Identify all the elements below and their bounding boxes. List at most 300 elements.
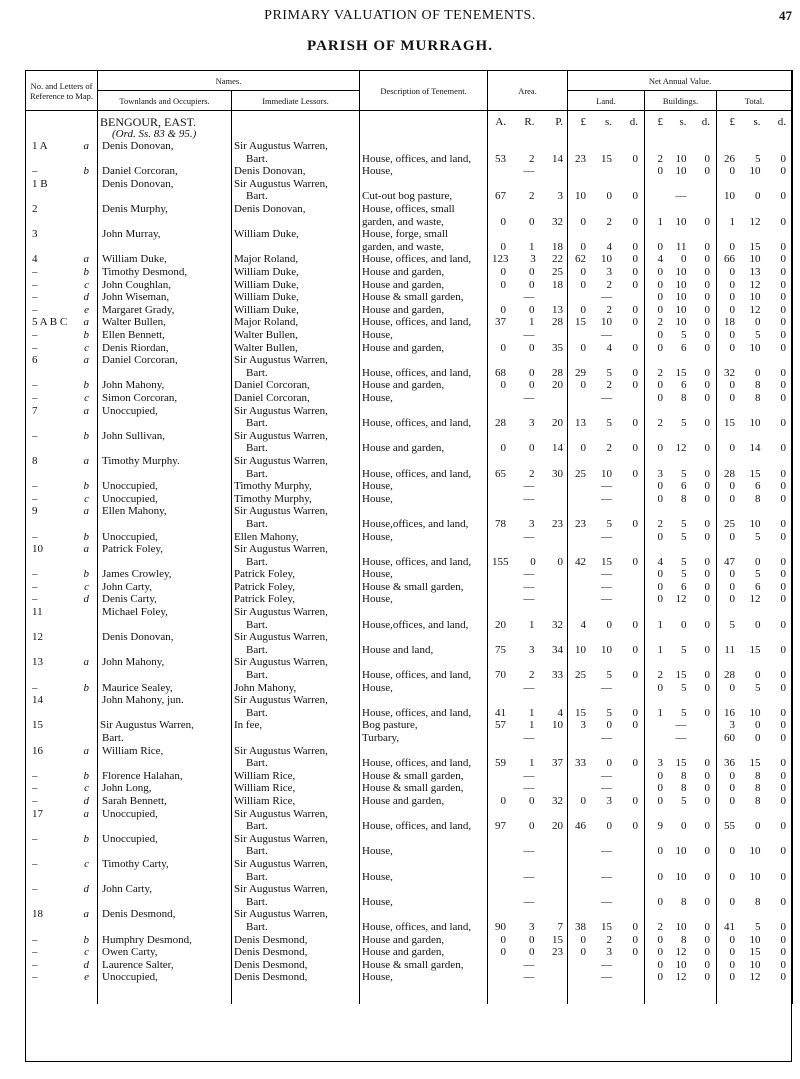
lessor-cell: Bart. (232, 367, 360, 380)
description-cell: House, (360, 896, 488, 909)
buildings-value-part: 5 (681, 517, 687, 530)
map-letter: b (83, 530, 89, 543)
unit-perches: P. (555, 116, 564, 128)
lessor-cell: Sir Augustus Warren, (232, 140, 360, 153)
total-value-part: 0 (729, 165, 736, 178)
total-value-part: 12 (749, 971, 761, 984)
buildings-value-part: 1 (657, 215, 664, 228)
buildings-value-part: 0 (657, 278, 664, 291)
land-value-part: 0 (632, 467, 639, 480)
area-p: 23 (552, 517, 564, 530)
parish-title: PARISH OF MURRAGH. (307, 38, 493, 54)
buildings-value-part: 0 (704, 253, 711, 266)
total-value-part: 0 (780, 820, 787, 833)
area-p: 30 (552, 467, 564, 480)
area-p: 35 (552, 341, 564, 354)
buildings-value-part: 0 (704, 643, 711, 656)
area-a: 28 (495, 417, 507, 430)
buildings-value-part: 0 (704, 769, 711, 782)
buildings-value-part: 0 (704, 958, 711, 971)
occupier-cell: Denis Desmond, (98, 908, 232, 921)
land-value-part: 0 (580, 240, 587, 253)
area-a: 41 (495, 706, 507, 719)
land-value-part: 10 (601, 316, 613, 329)
land-value-part: 38 (575, 920, 587, 933)
lessor-cell: Bart. (232, 921, 360, 934)
unit-pounds: £ (657, 116, 664, 128)
buildings-value-part: 0 (704, 329, 711, 341)
total-value-part: 0 (780, 492, 787, 505)
lessor-cell: Bart. (232, 153, 360, 166)
lessor-cell: Denis Desmond, (232, 971, 360, 984)
area-a: 20 (495, 618, 507, 631)
lessor-cell: Bart. (232, 896, 360, 909)
description-cell: House & small garden, (360, 581, 488, 594)
total-value-part: 0 (729, 593, 736, 606)
buildings-value-part: 0 (704, 480, 711, 493)
total-value-part: 0 (780, 580, 787, 593)
area-r: 0 (529, 820, 535, 833)
description-cell: House, offices, and land, (360, 467, 488, 480)
lessor-cell: Denis Donovan, (232, 203, 360, 216)
map-number: – (32, 379, 38, 392)
unit-pence: d. (777, 116, 787, 128)
area-a: 65 (495, 467, 507, 480)
land-value-part: 62 (575, 253, 587, 266)
area-p: 4 (557, 706, 564, 719)
description-cell: House and garden, (360, 933, 488, 946)
buildings-value-part: 10 (675, 920, 687, 933)
total-value-part: 10 (749, 165, 761, 178)
map-number: – (32, 341, 38, 354)
land-value-part: 2 (606, 442, 613, 455)
land-value-part: 4 (606, 341, 613, 354)
occupier-cell: Daniel Corcoran, (98, 354, 232, 367)
map-letter: c (84, 341, 89, 354)
total-value-part: 5 (755, 329, 761, 341)
total-value-part: 0 (780, 266, 787, 279)
occupier-cell: John Coughlan, (98, 279, 232, 292)
buildings-value-part: 2 (657, 920, 664, 933)
land-value-part: 0 (632, 190, 639, 203)
lessor-cell: Patrick Foley, (232, 568, 360, 581)
buildings-value-part: 0 (704, 517, 711, 530)
land-value-part: 0 (632, 366, 639, 379)
total-value-part: 0 (780, 303, 787, 316)
land-value-part: 0 (632, 820, 639, 833)
lessor-cell: In fee, (232, 719, 360, 732)
lessor-cell: William Duke, (232, 266, 360, 279)
area-r: 0 (529, 341, 535, 354)
lessor-cell: Denis Desmond, (232, 933, 360, 946)
land-value-part: 0 (580, 379, 587, 392)
total-value-part: 36 (724, 757, 736, 770)
buildings-value-part: 0 (704, 215, 711, 228)
total-value-part: 0 (729, 266, 736, 279)
area-r: — (523, 681, 535, 694)
map-letter: d (83, 958, 89, 971)
total-value-part: 0 (780, 568, 787, 581)
description-cell: House, (360, 493, 488, 506)
land-value-part: 15 (601, 555, 613, 568)
total-value-part: 0 (755, 316, 761, 329)
map-number: – (32, 329, 38, 341)
buildings-value-part: 5 (681, 643, 687, 656)
total-value-part: 0 (780, 253, 787, 266)
buildings-value-part: 15 (675, 366, 687, 379)
area-r: — (523, 958, 535, 971)
total-value-part: 0 (755, 732, 761, 744)
land-value-part: 0 (606, 820, 613, 833)
occupier-cell: Sarah Bennett, (98, 795, 232, 808)
lessor-cell: Bart. (232, 669, 360, 682)
occupier-cell: Timothy Murphy. (98, 455, 232, 468)
map-number: 18 (32, 908, 43, 921)
occupier-cell: Margaret Grady, (98, 304, 232, 317)
buildings-value-part: 0 (704, 794, 711, 807)
land-value-part: — (601, 732, 613, 744)
buildings-value-part: — (675, 732, 687, 744)
area-r: 3 (530, 253, 536, 266)
buildings-value-part: 0 (657, 845, 664, 858)
map-letter: a (83, 744, 89, 757)
area-p: 28 (552, 316, 564, 329)
buildings-value-part: 0 (657, 895, 664, 908)
total-value-part: 15 (749, 757, 761, 770)
buildings-value-part: 0 (657, 291, 664, 304)
lessor-cell: Sir Augustus Warren, (232, 807, 360, 820)
occupier-cell: Unoccupied, (98, 480, 232, 493)
col-ref-header: No. and Letters of Reference to Map. (26, 71, 98, 111)
buildings-value-part: 0 (704, 530, 711, 543)
buildings-value-part: 0 (657, 946, 664, 959)
description-cell: House, offices, and land, (360, 556, 488, 569)
total-value-part: 5 (729, 618, 736, 631)
buildings-value-part: 0 (704, 391, 711, 404)
area-r: — (523, 870, 535, 883)
total-value-part: 11 (724, 643, 736, 656)
total-value-part: 1 (729, 215, 736, 228)
map-letter: d (83, 883, 89, 896)
description-cell: House, offices, and land, (360, 707, 488, 720)
unit-shillings: s. (679, 116, 687, 128)
description-cell: House and garden, (360, 379, 488, 392)
lessor-cell: Sir Augustus Warren, (232, 178, 360, 191)
lessor-cell: Denis Desmond, (232, 946, 360, 959)
description-cell: House, (360, 845, 488, 858)
total-value-part: 8 (755, 895, 761, 908)
total-value-part: 0 (729, 303, 736, 316)
land-value-part: 4 (580, 618, 587, 631)
occupier-cell: John Long, (98, 782, 232, 795)
total-value-part: 0 (729, 329, 736, 341)
map-number: – (32, 593, 38, 606)
page-number: 47 (779, 8, 792, 23)
land-value-part: 3 (606, 946, 613, 959)
area-r: 1 (529, 757, 535, 770)
land-value-part: 0 (632, 517, 639, 530)
buildings-value-part: 0 (704, 895, 711, 908)
land-value-part: — (601, 681, 613, 694)
description-cell: House, offices, and land, (360, 921, 488, 934)
total-value-part: 0 (780, 769, 787, 782)
land-value-part: 0 (580, 341, 587, 354)
buildings-value-part: 0 (704, 240, 711, 253)
lessor-cell: Bart. (232, 644, 360, 657)
area-p: 32 (552, 794, 564, 807)
buildings-value-part: 0 (704, 820, 711, 833)
buildings-value-part: 12 (675, 593, 687, 606)
area-a: 57 (495, 719, 507, 732)
map-number: – (32, 580, 38, 593)
land-value-part: 2 (606, 933, 613, 946)
area-r: 0 (530, 555, 536, 568)
land-value-part: 2 (606, 303, 613, 316)
buildings-value-part: 6 (681, 480, 687, 493)
total-value-part: 0 (780, 329, 787, 341)
col-townlands-header: Townlands and Occupiers. (98, 91, 232, 111)
lessor-cell: Major Roland, (232, 316, 360, 329)
buildings-value-part: 0 (657, 681, 664, 694)
lessor-cell: Bart. (232, 845, 360, 858)
col-lessors-header: Immediate Lessors. (232, 91, 360, 111)
total-value-part: 12 (749, 278, 761, 291)
buildings-value-part: 8 (681, 492, 687, 505)
map-letter: a (83, 543, 89, 556)
map-letter: b (83, 165, 89, 178)
description-cell: House, offices, small (360, 203, 488, 216)
map-number: 14 (32, 694, 43, 707)
map-number: – (32, 568, 38, 581)
total-value-part: 0 (780, 706, 787, 719)
buildings-value-part: 0 (657, 593, 664, 606)
buildings-value-part: 12 (675, 946, 687, 959)
total-value-part: 8 (755, 391, 761, 404)
buildings-value-part: 5 (681, 530, 687, 543)
area-a: 67 (495, 190, 507, 203)
occupier-cell: Unoccupied, (98, 530, 232, 543)
map-number: 6 (32, 354, 38, 367)
total-value-part: 0 (729, 278, 736, 291)
occupier-cell: Denis Carty, (98, 593, 232, 606)
map-letter: d (83, 794, 89, 807)
map-letter: a (83, 354, 89, 367)
area-r: 2 (529, 190, 535, 203)
total-value-part: 0 (780, 719, 787, 732)
occupier-cell: Walter Bullen, (98, 316, 232, 329)
map-number: – (32, 391, 38, 404)
occupier-cell: Denis Donovan, (98, 140, 232, 153)
total-value-part: 0 (755, 719, 761, 732)
buildings-value-part: 6 (681, 580, 687, 593)
total-value-part: 0 (780, 417, 787, 430)
map-number: 3 (32, 228, 38, 241)
buildings-value-part: 1 (657, 618, 664, 631)
occupier-cell: Florence Halahan, (98, 770, 232, 783)
total-value-part: 0 (729, 958, 736, 971)
buildings-value-part: 8 (681, 895, 687, 908)
buildings-value-part: 10 (675, 152, 687, 165)
buildings-value-part: 0 (704, 845, 711, 858)
area-r: 0 (529, 946, 535, 959)
description-cell: House & small garden, (360, 959, 488, 972)
map-number: 16 (32, 744, 43, 757)
area-r: 0 (529, 933, 535, 946)
description-cell: House, (360, 392, 488, 405)
description-cell: House, (360, 870, 488, 883)
total-value-part: 0 (780, 946, 787, 959)
land-value-part: 3 (606, 266, 613, 279)
area-a: 0 (500, 442, 507, 455)
lessor-cell: William Duke, (232, 291, 360, 304)
description-cell: House,offices, and land, (360, 518, 488, 531)
description-cell: House, (360, 568, 488, 581)
description-cell: House and garden, (360, 279, 488, 292)
lessor-cell: Sir Augustus Warren, (232, 455, 360, 468)
land-value-part: 3 (580, 719, 587, 732)
buildings-value-part: 11 (675, 240, 687, 253)
land-value-part: — (601, 492, 613, 505)
area-p: 37 (552, 757, 564, 770)
land-value-part: 0 (632, 643, 639, 656)
total-value-part: 0 (729, 291, 736, 304)
buildings-value-part: 10 (675, 278, 687, 291)
map-letter: b (83, 329, 89, 341)
total-value-part: 28 (724, 467, 736, 480)
description-cell: House & small garden, (360, 291, 488, 304)
total-value-part: 15 (749, 643, 761, 656)
area-r: — (523, 782, 535, 795)
land-value-part: 29 (575, 366, 587, 379)
occupier-cell: John Carty, (98, 883, 232, 896)
description-cell: House and garden, (360, 795, 488, 808)
description-cell: House, offices, and land, (360, 757, 488, 770)
buildings-value-part: 15 (675, 669, 687, 682)
land-value-part: — (601, 782, 613, 795)
map-letter: e (84, 303, 89, 316)
lessor-cell: William Rice, (232, 782, 360, 795)
land-value-part: 10 (601, 253, 613, 266)
total-value-part: 0 (729, 782, 736, 795)
map-letter: c (84, 391, 89, 404)
lessor-cell: Bart. (232, 190, 360, 203)
buildings-value-part: 0 (657, 580, 664, 593)
total-value-part: 0 (780, 391, 787, 404)
map-number: 11 (32, 606, 43, 619)
occupier-cell: John Mahony, (98, 379, 232, 392)
buildings-value-part: 1 (657, 643, 664, 656)
map-number: – (32, 278, 38, 291)
area-a: 0 (500, 794, 507, 807)
buildings-value-part: 0 (704, 782, 711, 795)
total-value-part: 0 (780, 732, 787, 744)
map-number: 1 B (32, 177, 48, 190)
total-value-part: 10 (749, 706, 761, 719)
map-number: 8 (32, 454, 38, 467)
occupier-cell: Daniel Corcoran, (98, 165, 232, 178)
description-cell: House and garden, (360, 342, 488, 355)
col-description-header: Description of Tenement. (360, 71, 488, 111)
map-number: – (32, 530, 38, 543)
occupier-cell: Maurice Sealey, (98, 682, 232, 695)
total-value-part: 12 (749, 593, 761, 606)
land-value-part: 0 (606, 719, 613, 732)
buildings-value-part: 10 (675, 215, 687, 228)
land-value-part: 13 (575, 417, 587, 430)
buildings-value-part: 0 (704, 946, 711, 959)
map-letter: c (84, 782, 89, 795)
area-r: 0 (529, 379, 535, 392)
occupier-cell: Denis Donovan, (98, 178, 232, 191)
land-value-part: — (601, 329, 613, 341)
lessor-cell: Sir Augustus Warren, (232, 656, 360, 669)
land-value-part: — (601, 391, 613, 404)
map-number: – (32, 291, 38, 304)
land-value-part: 5 (606, 706, 613, 719)
lessor-cell: Sir Augustus Warren, (232, 505, 360, 518)
total-value-part: 8 (755, 782, 761, 795)
land-value-part: — (601, 958, 613, 971)
map-letter: a (83, 404, 89, 417)
buildings-value-part: 0 (657, 971, 664, 984)
area-p: 23 (552, 946, 564, 959)
buildings-value-part: 0 (681, 820, 687, 833)
area-a: 0 (500, 278, 507, 291)
buildings-value-part: 0 (704, 669, 711, 682)
area-a: 0 (500, 341, 507, 354)
total-value-part: 5 (755, 152, 761, 165)
lessor-cell: Sir Augustus Warren, (232, 833, 360, 846)
buildings-value-part: 0 (657, 240, 664, 253)
unit-shillings: s. (604, 116, 613, 128)
buildings-value-part: 0 (657, 870, 664, 883)
total-value-part: 0 (729, 580, 736, 593)
area-r: — (523, 769, 535, 782)
unit-pence: d. (701, 116, 711, 128)
lessor-cell: Bart. (232, 467, 360, 480)
description-cell: House, (360, 593, 488, 606)
page-header (0, 8, 800, 28)
land-value-part: 0 (632, 706, 639, 719)
land-value-part: 15 (601, 920, 613, 933)
buildings-value-part: 5 (681, 467, 687, 480)
land-value-part: 10 (601, 643, 613, 656)
total-value-part: 0 (729, 442, 736, 455)
map-number: – (32, 946, 38, 959)
buildings-value-part: 2 (657, 417, 664, 430)
lessor-cell: Bart. (232, 757, 360, 770)
area-p: 34 (552, 643, 564, 656)
map-letter: a (83, 908, 89, 921)
buildings-value-part: 0 (704, 152, 711, 165)
land-value-part: 0 (632, 316, 639, 329)
buildings-value-part: 0 (704, 165, 711, 178)
land-value-part: 10 (575, 190, 587, 203)
area-r: — (523, 568, 535, 581)
total-value-part: 0 (780, 530, 787, 543)
lessor-cell: William Duke, (232, 304, 360, 317)
area-p: 14 (552, 152, 564, 165)
buildings-value-part: 3 (657, 467, 664, 480)
buildings-value-part: 0 (657, 769, 664, 782)
lessor-cell: Bart. (232, 707, 360, 720)
area-r: — (523, 732, 535, 744)
area-r: 0 (529, 278, 535, 291)
total-value-part: 41 (724, 920, 736, 933)
area-p: 32 (552, 618, 564, 631)
total-value-part: 0 (780, 958, 787, 971)
land-value-part: 0 (632, 442, 639, 455)
